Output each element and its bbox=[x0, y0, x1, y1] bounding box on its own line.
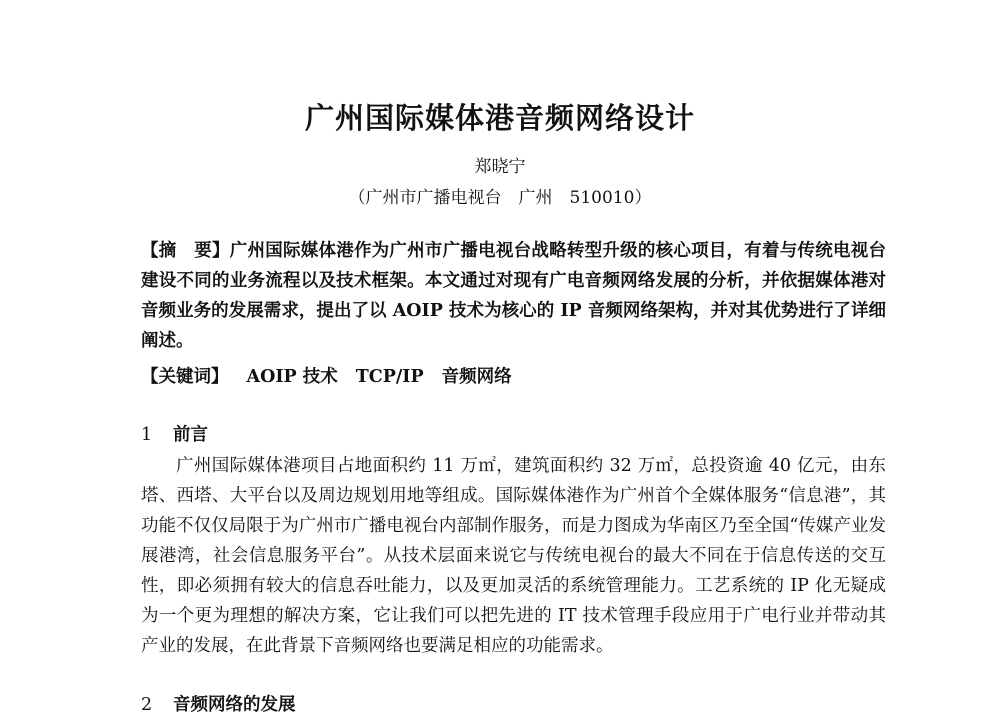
abstract-label: 【摘 要】 bbox=[141, 241, 230, 261]
section-1-heading bbox=[141, 420, 208, 450]
author-name: 郑晓宁 bbox=[474, 157, 526, 177]
keyword-1: AOIP 技术 bbox=[246, 367, 338, 387]
section-1-number: 1 bbox=[141, 425, 153, 445]
keywords-label: 【关键词】 bbox=[141, 367, 229, 387]
section-2-heading bbox=[141, 690, 296, 720]
section-2-title: 音频网络的发展 bbox=[173, 695, 296, 715]
section-1-title: 前言 bbox=[173, 425, 208, 445]
abstract-text: 广州国际媒体港作为广州市广播电视台战略转型升级的核心项目，有着与传统电视台建设不同的业务流程以及技术框架。本文通过对现有广电音频网络发展的分析，并依据媒体港对音频业务的发展需求，提出了以 AOIP 技术为核心的 IP 音频网络架构，并对其优势进行了详细阐述。 bbox=[141, 241, 887, 351]
abstract bbox=[141, 236, 886, 356]
keywords bbox=[141, 362, 886, 392]
section-1-paragraph: 广州国际媒体港项目占地面积约 11 万㎡，建筑面积约 32 万㎡，总投资逾 40 亿元，由东塔、西塔、大平台以及周边规划用地等组成。国际媒体港作为广州首个全媒体服务“信息港”，其功能不仅仅局限于为广州市广播电视台内部制作服务，而是力图成为华南区乃至全国“传媒产业发展港湾，社会信息服务平台”。从技术层面来说它与传统电视台的最大不同在于信息传送的交互性，即必须拥有较大的信息吞吐能力，以及更加灵活的系统管理能力。工艺系统的 IP 化无疑成为一个更为理想的解决方案，它让我们可以把先进的 IT 技术管理手段应用于广电行业并带动其产业的发展，在此背景下音频网络也要满足相应的功能需求。 bbox=[141, 456, 886, 656]
keyword-2: TCP/IP bbox=[355, 367, 424, 387]
keyword-3: 音频网络 bbox=[441, 367, 512, 387]
section-2-number: 2 bbox=[141, 695, 153, 715]
paper-title: 广州国际媒体港音频网络设计 bbox=[304, 101, 695, 135]
author-affiliation: （广州市广播电视台 广州 510010） bbox=[348, 188, 652, 208]
